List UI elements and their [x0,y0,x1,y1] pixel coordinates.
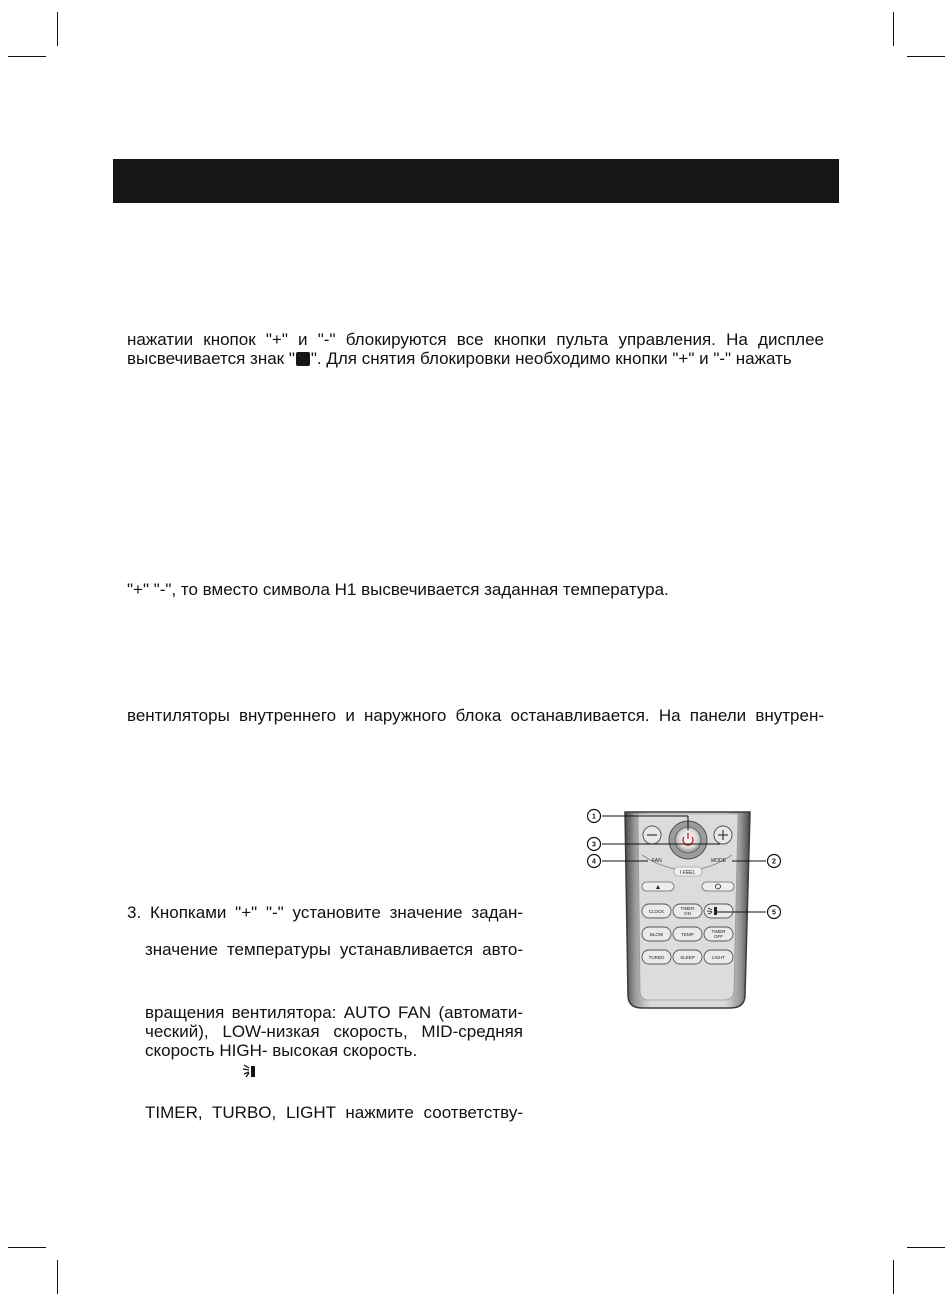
paragraph-line [127,349,824,369]
paragraph-line: вентиляторы внутреннего и наружного блока останавливается. На панели внутрен- [127,706,824,725]
crop-mark [907,56,945,57]
svg-text:I FEEL: I FEEL [680,870,696,876]
svg-text:SLEEP: SLEEP [680,955,695,960]
svg-text:ON: ON [684,911,691,916]
svg-text:OFF: OFF [714,934,723,939]
svg-text:LIGHT: LIGHT [711,955,726,960]
crop-mark [907,1247,945,1248]
paragraph-text: ". Для снятия блокировки необходимо кнопки "+" и "-" нажать [310,349,792,368]
svg-text:MODE: MODE [711,858,726,864]
crop-mark [8,1247,46,1248]
crop-mark [57,12,58,46]
svg-text:1: 1 [592,813,596,821]
paragraph-line: нажатии кнопок "+" и "-" блокируются все кнопки пульта управления. На дисплее [127,330,824,349]
section-header-bar [113,159,839,203]
svg-text:TEMP: TEMP [681,932,694,937]
paragraph-line: "+" "-", то вместо символа H1 высвечивается заданная температура. [127,580,669,599]
step-text-line: значение температуры устанавливается авто- [145,940,523,959]
crop-mark [893,12,894,46]
step-text-line: вращения вентилятора: AUTO FAN (автомати- [145,1003,523,1022]
remote-control-illustration [580,800,800,1015]
crop-mark [893,1260,894,1294]
svg-text:5: 5 [772,909,776,917]
svg-text:4: 4 [592,858,596,866]
crop-mark [8,56,46,57]
step-text-line: TIMER, TURBO, LIGHT нажмите соответству- [145,1103,523,1122]
lock-icon [296,352,310,366]
svg-text:TIMER: TIMER [711,929,726,934]
svg-text:TURBO: TURBO [648,955,665,960]
svg-text:FAN: FAN [652,858,662,864]
paragraph-text: высвечивается знак " [127,349,295,368]
power-icon [675,827,701,853]
svg-text:3: 3 [592,841,596,849]
step-3-text: 3. Кнопками "+" "-" установите значение задан- [127,903,523,922]
svg-text:CLOCK: CLOCK [648,909,665,914]
svg-text:2: 2 [772,858,776,866]
step-text-line: ческий), LOW-низкая скорость, MID-средняя [145,1022,523,1041]
step-text-line: скорость HIGH- высокая скорость. [145,1041,418,1060]
fan-swing-icon [242,1063,258,1079]
crop-mark [57,1260,58,1294]
svg-text:TIMER: TIMER [680,906,695,911]
svg-text:BLOW: BLOW [649,932,664,937]
